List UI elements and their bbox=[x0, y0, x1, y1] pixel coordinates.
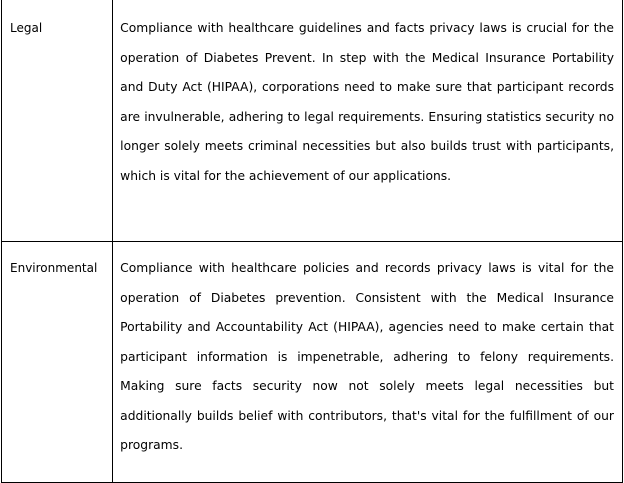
row-label-legal: Legal bbox=[2, 0, 113, 242]
row-text-environmental: Compliance with healthcare policies and records privacy laws is vital for the operation of Diabetes prevention. Consistent with the Medical Insurance Portability and Accountability Act (HIPAA), agencies need to make certain that participant information is impenetrable, adhering to felony requirements. Making sure facts security now not solely meets legal necessities but additionally builds belief with contributors, that's vital for the fulfillment of our programs. bbox=[113, 242, 623, 483]
row-text-legal: Compliance with healthcare guidelines and facts privacy laws is crucial for the operation of Diabetes Prevent. In step with the Medical Insurance Portability and Duty Act (HIPAA), corporations need to make sure that participant records are invulnerable, adhering to legal requirements. Ensuring statistics security no longer solely meets criminal necessities but also builds trust with participants, which is vital for the achievement of our applications. bbox=[113, 0, 623, 242]
document-table bbox=[1, 0, 623, 483]
table-row-environmental bbox=[2, 242, 623, 483]
row-label-environmental: Environmental bbox=[2, 242, 113, 483]
table-row-legal bbox=[2, 0, 623, 242]
